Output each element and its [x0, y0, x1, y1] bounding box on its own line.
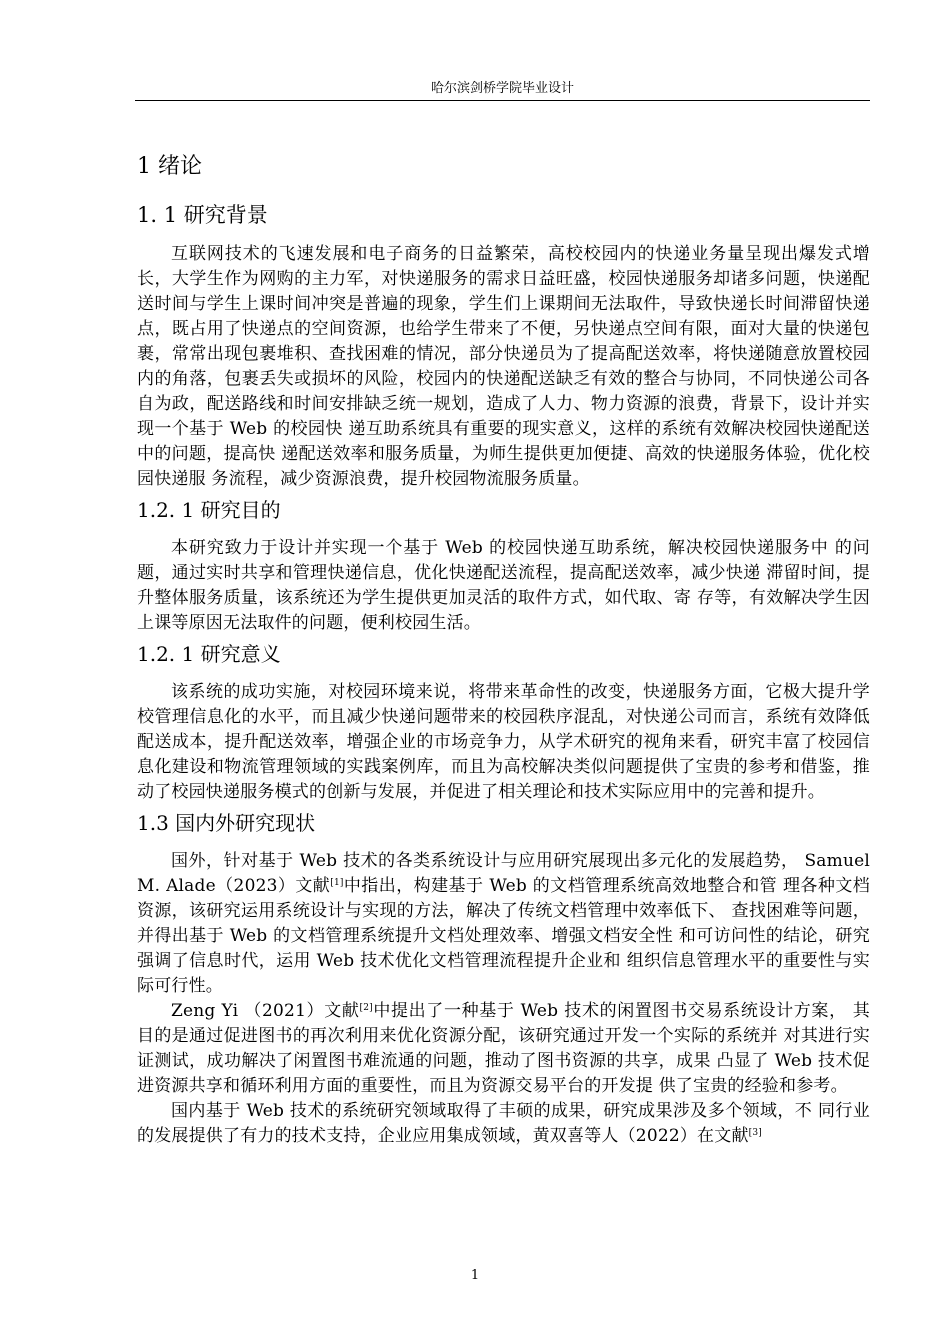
page-number: 1 — [470, 1268, 480, 1283]
citation-ref-2: [2] — [359, 1003, 373, 1013]
background-paragraph: 互联网技术的飞速发展和电子商务的日益繁荣，高校校园内的快递业务量呈现出爆发式增长，大学生作为网购的主力军，对快递服务的需求日益旺盛，校园快递服务却诸多问题，快递配送时间与学生上课时间冲突是普遍的现象，学生们上课期间无法取件，导致快递长时间滞留快递点，既占用了快递点的空间资源，也给学生带来了不便，另快递点空间有限，面对大量的快递包裹，常常出现包裹堆积、查找困难的情况，部分快递员为了提高配送效率，将快递随意放置校园内的角落，包裹丢失或损坏的风险，校园内的快递配送缺乏有效的整合与协同，不同快递公司各自为政，配送路线和时间安排缺乏统一规划，造成了人力、物力资源的浪费，背景下，设计并实现一个基于 Web 的校园快 递互助系统具有重要的现实意义，这样的系统有效解决校园快递配送中的问题，提高快 递配送效率和服务质量，为师生提供更加便捷、高效的快递服务体验，优化校园快递服 务流程，减少资源浪费，提升校园物流服务质量。 — [137, 244, 870, 489]
significance-paragraph: 该系统的成功实施，对校园环境来说，将带来革命性的改变，快递服务方面，它极大提升学校管理信息化的水平，而且减少快递问题带来的校园秩序混乱，对快递公司而言，系统有效降低配送成本，提升配送效率，增强企业的市场竞争力，从学术研究的视角来看，研究丰富了校园信息化建设和物流管理领域的实践案例库，而且为高校解决类似问题提供了宝贵的参考和借鉴，推动了校园快递服务模式的创新与发展，并促进了相关理论和技术实际应用中的完善和提升。 — [137, 682, 870, 802]
status-p3-text-before: 国内基于 Web 技术的系统研究领域取得了丰硕的成果，研究成果涉及多个领域，不 同行业的发展提供了有力的技术支持，企业应用集成领域，黄双喜等人（2022）在文献 — [137, 1101, 870, 1146]
status-paragraph-foreign — [137, 849, 870, 999]
citation-ref-3: [3] — [748, 1128, 763, 1138]
header-rule — [135, 100, 870, 101]
section-title-purpose: 1.2. 1 研究目的 — [137, 498, 281, 522]
purpose-paragraph: 本研究致力于设计并实现一个基于 Web 的校园快递互助系统，解决校园快递服务中 的问题，通过实时共享和管理快递信息，优化快递配送流程，提高配送效率，减少快递 滞留时间，提升整体服务质量，该系统还为学生提供更加灵活的取件方式，如代取、寄 存等，有效解决学生因上课等原因无法取件的问题，便利校园生活。 — [137, 538, 870, 633]
section-title-status: 1.3 国内外研究现状 — [137, 811, 316, 835]
section-title-background: 1. 1 研究背景 — [137, 203, 268, 227]
citation-ref-1: [1] — [330, 878, 344, 888]
status-p1-text-before: 国外，针对基于 Web 技术的各类系统设计与应用研究展现出多元化的发展趋势， Samuel M. Alade（2023）文献 — [137, 851, 870, 896]
status-paragraph-zeng — [137, 999, 870, 1099]
chapter-title: 1 绪论 — [137, 154, 202, 179]
status-p1-text-after: 中指出，构建基于 Web 的文档管理系统高效地整合和管 理各种文档资源，该研究运用系统设计与实现的方法，解决了传统文档管理中效率低下、 查找困难等问题，并得出基于 Web 的文档管理系统提升文档处理效率、增强文档安全性 和可访问性的结论，研究强调了信息时代，运用 Web 技术优化文档管理流程提升企业和 组织信息管理水平的重要性与实际可行性。 — [137, 876, 870, 996]
section-title-significance: 1.2. 1 研究意义 — [137, 642, 281, 666]
status-p2-text-before: Zeng Yi （2021）文献 — [171, 1001, 360, 1021]
running-header: 哈尔滨剑桥学院毕业设计 — [430, 81, 574, 96]
page-content — [137, 150, 870, 1149]
status-paragraph-domestic — [137, 1099, 870, 1149]
status-p2-text-after: 中提出了一种基于 Web 技术的闲置图书交易系统设计方案， 其目的是通过促进图书的再次利用来优化资源分配，该研究通过开发一个实际的系统并 对其进行实证测试，成功解决了闲置图书难流通的问题，推动了图书资源的共享，成果 凸显了 Web 技术促进资源共享和循环利用方面的重要性，而且为资源交易平台的开发提 供了宝贵的经验和参考。 — [137, 1001, 870, 1096]
